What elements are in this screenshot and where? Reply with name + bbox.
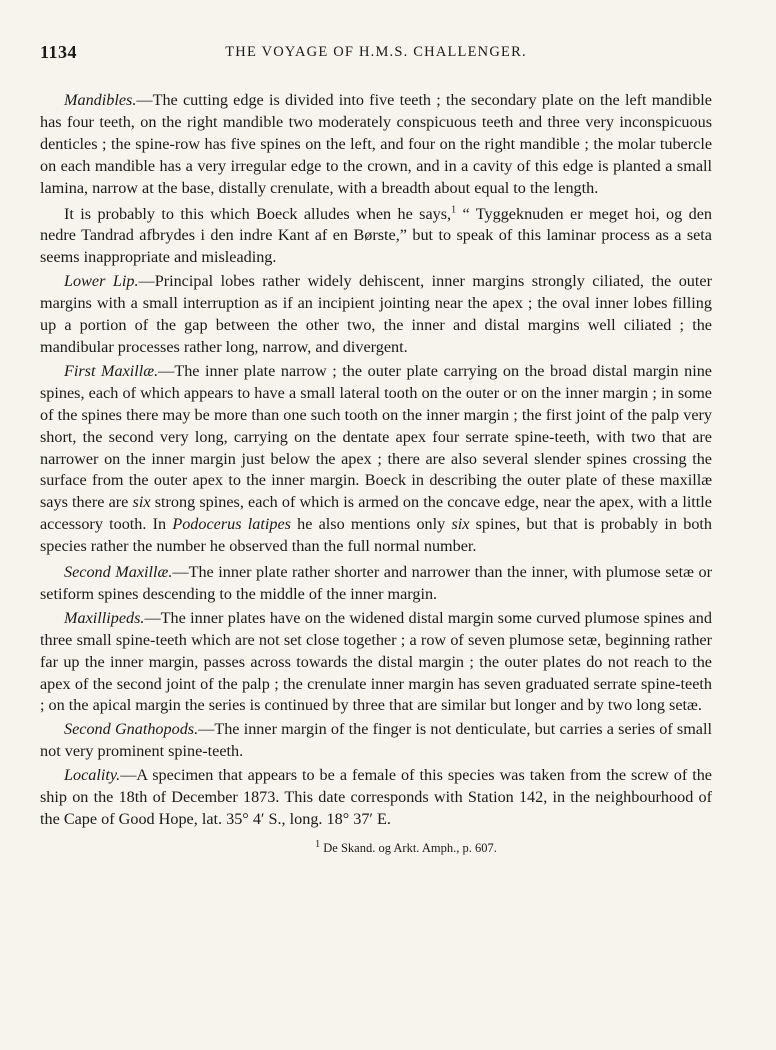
- text-mandibles: —The cutting edge is divided into five teeth ; the secondary plate on the left mandible has four teeth, on the right mandible two moderately conspicuous teeth and three very inconspicuous denticles ; the spine-row has five spines on the left, and four on the right mandible ; the molar tubercle on each mandible has a very irregular edge to the crown, and in a cavity of this edge is planted a small lamina, narrow at the base, distally crenulate, with a breadth about equal to the length.: [40, 91, 712, 197]
- page-number: 1134: [40, 42, 78, 62]
- page-header: [40, 42, 712, 70]
- paragraph-locality: [40, 765, 712, 831]
- text-first-maxillae-d: spines, but that is probably in both species rather the number he observed than the full normal number.: [40, 515, 713, 556]
- emphasis-species-name: Podocerus latipes: [172, 515, 291, 534]
- page: [40, 42, 712, 856]
- body-text: [40, 90, 712, 831]
- paragraph-first-maxillae: [40, 361, 712, 558]
- footnote-text: De Skand. og Arkt. Amph., p. 607.: [320, 840, 497, 855]
- footnote-reference: 1: [451, 204, 457, 216]
- heading-second-maxillae: Second Maxillæ.: [64, 563, 173, 582]
- running-title: THE VOYAGE OF H.M.S. CHALLENGER.: [225, 44, 527, 60]
- text-boeck-a: It is probably to this which Boeck alludes when he says,: [64, 204, 452, 223]
- text-second-maxillae: —The inner plate rather shorter and narrower than the inner, with plumose setæ or setiform spines descending to the middle of the inner margin.: [40, 563, 712, 603]
- text-boeck-b: “ Tyggeknuden er meget hoi, og den nedre Tandrad afbrydes i den indre Kant af en Børste,” but to speak of this laminar process as a seta seems inappropriate and misleading.: [40, 204, 712, 267]
- emphasis-six-2: six: [451, 515, 470, 534]
- heading-maxillipeds: Maxillipeds.: [64, 608, 145, 627]
- text-first-maxillae-c: he also mentions only: [290, 515, 452, 534]
- paragraph-mandibles: [40, 90, 712, 200]
- paragraph-boeck: [40, 204, 712, 270]
- footnote: [40, 838, 712, 856]
- paragraph-maxillipeds: [40, 608, 712, 718]
- paragraph-second-gnathopods: [40, 719, 712, 763]
- text-first-maxillae-b: strong spines, each of which is armed on the concave edge, near the apex, with a little accessory tooth. In: [40, 493, 712, 534]
- paragraph-second-maxillae: [40, 562, 712, 606]
- text-locality: —A specimen that appears to be a female of this species was taken from the screw of the ship on the 18th of December 1873. This date corresponds with Station 142, in the neighbourhood of the Cape of Good Hope, lat. 35° 4′ S., long. 18° 37′ E.: [40, 766, 712, 828]
- heading-first-maxillae: First Maxillæ.: [64, 361, 159, 380]
- heading-second-gnathopods: Second Gnathopods.: [64, 720, 199, 739]
- heading-locality: Locality.: [64, 766, 121, 785]
- paragraph-lower-lip: [40, 271, 712, 359]
- text-second-gnathopods: —The inner margin of the finger is not denticulate, but carries a series of small not very prominent spine-teeth.: [40, 720, 712, 761]
- heading-mandibles: Mandibles.: [64, 91, 137, 109]
- footnote-mark: 1: [315, 838, 321, 850]
- text-first-maxillae-a: —The inner plate narrow ; the outer plate carrying on the broad distal margin nine spines, each of which appears to have a small lateral tooth on the outer or on the inner margin ; in some of the spines there may be more than one such tooth on the inner margin ; the first joint of the palp very short, the second very long, carrying on the dentate apex four serrate spine-teeth, with two that are narrower on the inner margin just below the apex ; there are also several slender spines crossing the surface from the outer apex to the inner margin. Boeck in describing the outer plate of these maxillæ says there are: [40, 361, 712, 512]
- heading-lower-lip: Lower Lip.: [64, 272, 139, 291]
- text-maxillipeds: —The inner plates have on the widened distal margin some curved plumose spines and three small spine-teeth which are not set close together ; a row of seven plumose setæ, beginning rather far up the inner margin, passes across towards the distal margin ; the outer plates do not reach to the apex of the second joint of the palp ; the crenulate inner margin has seven graduated serrate spine-teeth ; on the apical margin the series is continued by three that are similar but longer and by two long setæ.: [40, 608, 712, 715]
- emphasis-six-1: six: [132, 493, 151, 512]
- text-lower-lip: —Principal lobes rather widely dehiscent, inner margins strongly ciliated, the outer margins with a small interruption as if an incipient jointing near the apex ; the oval inner lobes filling up a portion of the gap between the other two, the inner and distal margins well ciliated ; the mandibular processes rather long, narrow, and divergent.: [40, 272, 712, 356]
